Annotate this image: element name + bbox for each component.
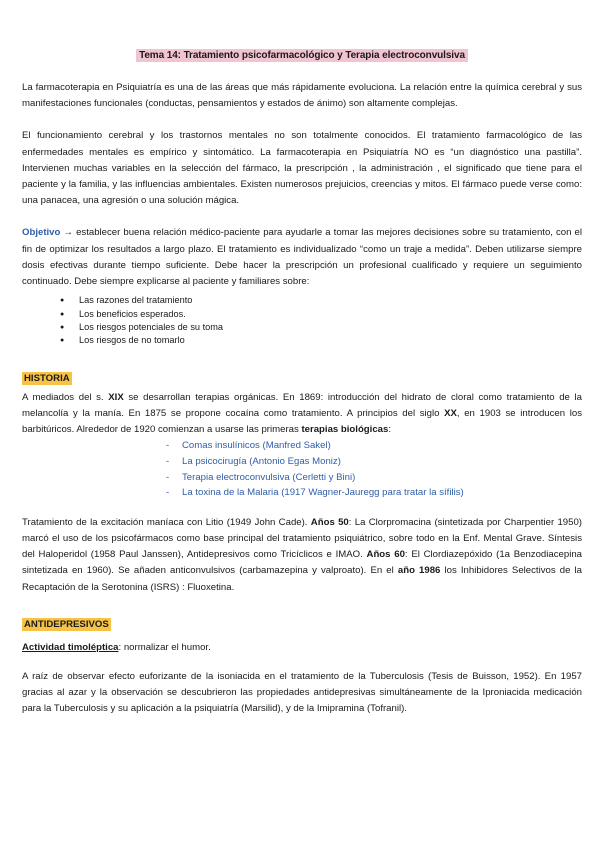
antidepresivos-paragraph: A raíz de observar efecto euforizante de la isoniacida en el tratamiento de la Tuberculosis (Tesis de Buisson, 1952). En 1957 gracias al azar y la observación se descubrieron las propiedades antidepresivas simultáneamente de la Iproniacida medicación para la Tuberculosis y su aplicación a la psiquiatría (Marsilid), y de la Imipramina (Tofranil). bbox=[22, 670, 582, 715]
text-span: se desarrollan terapias orgánicas. En 1869: introducción del hidrato de cloral como tratamiento de la melancolía y la manía. En 1875 se propone cocaína como tratamiento. A principios del siglo bbox=[22, 391, 582, 420]
list-item: - La toxina de la Malaria (1917 Wagner-Jauregg para tratar la sífilis) bbox=[166, 485, 582, 501]
historia-heading: HISTORIA bbox=[24, 372, 70, 384]
historia-heading-wrap bbox=[22, 368, 582, 386]
bold-span: XX bbox=[444, 408, 457, 420]
title-wrap bbox=[22, 0, 582, 63]
text-span: : El Clordiazepóxido (1a Benzodiacepina sintetizada en 1960). Se añaden anticonvulsivos (carbamazepina y valproato). En el bbox=[22, 549, 583, 577]
antidepresivos-heading-wrap bbox=[22, 614, 582, 632]
antidepresivos-heading: ANTIDEPRESIVOS bbox=[24, 618, 109, 630]
actividad-text: : normalizar el humor. bbox=[118, 641, 211, 653]
objetivo-paragraph bbox=[22, 225, 582, 290]
list-item: - Comas insulínicos (Manfred Sakel) bbox=[166, 438, 582, 454]
list-item: ● Los riesgos potenciales de su toma bbox=[60, 321, 582, 334]
text-span: : La Clorpromacina (sintetizada por Charpentier 1950) marcó el uso de los psicofármacos como base principal del tratamiento psiquiátrico, sobre todo en la Enf. Mental Grave. Síntesis del Haloperidol (1958 Paul Janssen), Antidepresivos como Tricíclicos e IMAO. bbox=[22, 516, 582, 561]
bold-span: terapias biológicas bbox=[301, 424, 389, 436]
bold-span: Años 60 bbox=[366, 549, 405, 561]
text-span: , en 1903 se introducen los barbitúricos. Alrededor de 1920 comienzan a usarse las primeras bbox=[22, 408, 582, 436]
bold-span: XIX bbox=[108, 391, 124, 403]
bold-span: Años 50 bbox=[310, 516, 349, 528]
bold-span: año 1986 bbox=[397, 565, 441, 577]
explicar-list bbox=[22, 294, 582, 348]
list-item: ● Los beneficios esperados. bbox=[60, 308, 582, 321]
text-span: los Inhibidores Selectivos de la Recaptación de la Serotonina (ISRS) : Fluoxetina. bbox=[22, 565, 582, 593]
list-item: ● Las razones del tratamiento bbox=[60, 294, 582, 307]
text-span: Tratamiento de la excitación maníaca con Litio (1949 John Cade). bbox=[22, 516, 311, 528]
list-item: ● Los riesgos de no tomarlo bbox=[60, 334, 582, 347]
text-span: : bbox=[388, 424, 392, 436]
historia-paragraph-2 bbox=[22, 515, 582, 596]
terapias-list bbox=[22, 438, 582, 500]
funcionamiento-paragraph: El funcionamiento cerebral y los trastornos mentales no son totalmente conocidos. El tratamiento farmacológico de las enfermedades mentales es empírico y sintomático. La farmacoterapia en Psiquiatría NO es “un diagnóstico una pastilla”. Intervienen muchas variables en la selección del fármaco, la prescripción , la administración , el significado que tiene para el paciente y la familia, y las influencias ambientales. Existen numerosos prejuicios, creencias y mitos. El fármaco puede verse como: una panacea, una agresión o una solución mágica. bbox=[22, 130, 582, 207]
intro-paragraph: La farmacoterapia en Psiquiatría es una de las áreas que más rápidamente evoluciona. La relación entre la química cerebral y sus manifestaciones funcionales (conductas, pensamientos y estados de ánimo) son altamente complejas. bbox=[22, 82, 582, 110]
page-title: Tema 14: Tratamiento psicofarmacológico y Terapia electroconvulsiva bbox=[136, 49, 468, 62]
actividad-label: Actividad timoléptica bbox=[22, 641, 119, 653]
actividad-timoleptica bbox=[22, 641, 582, 655]
text-span: A mediados del s. bbox=[22, 391, 109, 403]
historia-paragraph-1 bbox=[22, 390, 582, 439]
objetivo-text: establecer buena relación médico-paciente para ayudarle a tomar las mejores decisiones sobre su tratamiento, con el fin de optimizar los resultados a largo plazo. El tratamiento es individualizado “como un traje a medida”. Deben utilizarse siempre dosis efectivas durante tiempo suficiente. Debe hacer la prescripción un profesional cualificado y requiere un seguimiento continuado. Debe siempre explicarse al paciente y familiares sobre: bbox=[22, 227, 582, 288]
list-item: - La psicocirugía (Antonio Egas Moniz) bbox=[166, 454, 582, 470]
objetivo-arrow: → bbox=[60, 227, 77, 239]
list-item: - Terapia electroconvulsiva (Cerletti y Bini) bbox=[166, 470, 582, 486]
objetivo-label: Objetivo bbox=[22, 227, 61, 239]
